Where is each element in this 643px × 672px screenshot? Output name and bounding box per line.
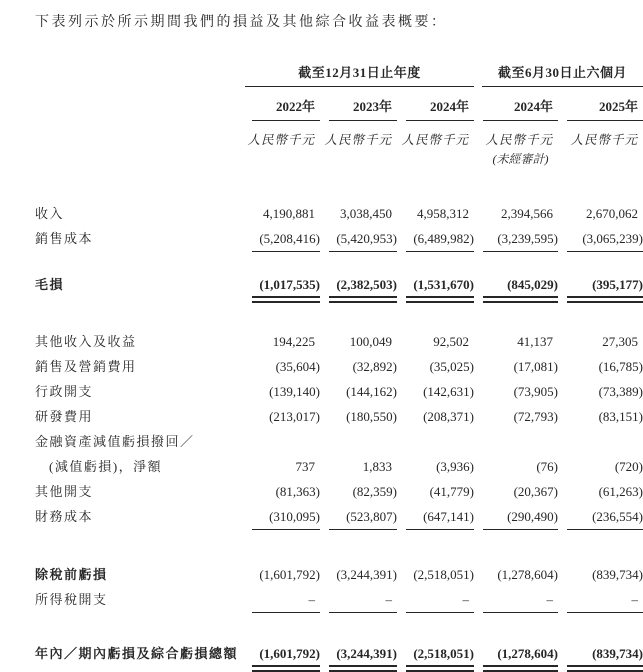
- value-cell: 2,394,566: [501, 206, 553, 221]
- value-cell: (144,162): [346, 384, 397, 399]
- value-cell: (523,807): [320, 504, 397, 530]
- value-cell: (83,151): [598, 409, 643, 424]
- table-row-finance-costs: [35, 504, 643, 530]
- value-cell: –: [320, 587, 397, 613]
- value-cell: (839,734): [558, 641, 643, 666]
- year-header-2022: 2022年: [243, 96, 320, 121]
- value-cell: –: [474, 587, 558, 613]
- row-label: 其他開支: [35, 484, 94, 499]
- table-row-other-expenses: [35, 479, 643, 504]
- column-group-interim-label: 截至6月30日止六個月: [482, 62, 643, 87]
- unit-cell: 人民幣千元: [570, 133, 638, 147]
- table-row-gross-loss: [35, 272, 643, 297]
- row-label: 其他收入及收益: [35, 334, 137, 349]
- unaudited-note: (未經審計): [492, 152, 549, 166]
- value-cell: (16,785): [598, 359, 643, 374]
- value-cell: (180,550): [346, 409, 397, 424]
- value-cell: (6,489,982): [397, 226, 474, 252]
- row-label-line2: (減值虧損)，淨額: [49, 459, 163, 474]
- value-cell: –: [558, 587, 643, 613]
- value-cell: 3,038,450: [340, 206, 392, 221]
- value-cell: (3,244,391): [320, 641, 397, 666]
- value-cell: (139,140): [269, 384, 320, 399]
- value-cell: 1,833: [362, 459, 392, 474]
- unaudited-note-row: [35, 150, 643, 167]
- value-cell: (5,208,416): [243, 226, 320, 252]
- value-cell: (81,363): [275, 484, 320, 499]
- value-cell: (61,263): [598, 484, 643, 499]
- value-cell: (3,936): [436, 459, 474, 474]
- value-cell: (290,490): [474, 504, 558, 530]
- table-row-loss-before-tax: [35, 562, 643, 587]
- value-cell: (1,017,535): [243, 272, 320, 297]
- value-cell: (845,029): [474, 272, 558, 297]
- column-group-interim: [474, 62, 643, 87]
- value-cell: (310,095): [243, 504, 320, 530]
- value-cell: –: [243, 587, 320, 613]
- table-row-admin-expenses: [35, 379, 643, 404]
- value-cell: (20,367): [513, 484, 558, 499]
- value-cell: 92,502: [433, 334, 469, 349]
- value-cell: (647,141): [397, 504, 474, 530]
- value-cell: (2,518,051): [413, 567, 474, 582]
- table-row-rd-expenses: [35, 404, 643, 429]
- value-cell: –: [397, 587, 474, 613]
- value-cell: (2,382,503): [320, 272, 397, 297]
- value-cell: (1,531,670): [397, 272, 474, 297]
- income-statement-table: [35, 62, 643, 666]
- row-label: 年內／期內虧損及綜合虧損總額: [35, 646, 239, 661]
- value-cell: 41,137: [517, 334, 553, 349]
- value-cell: (35,604): [275, 359, 320, 374]
- value-cell: 100,049: [349, 334, 392, 349]
- value-cell: (5,420,953): [320, 226, 397, 252]
- year-header-2025-interim: 2025年: [558, 96, 643, 121]
- column-group-annual-label: 截至12月31日止年度: [245, 62, 474, 87]
- table-row-other-income: [35, 329, 643, 354]
- value-cell: (1,278,604): [474, 641, 558, 666]
- value-cell: 2,670,062: [586, 206, 638, 221]
- table-row-impairment-reversal: [35, 429, 643, 479]
- value-cell: (3,239,595): [474, 226, 558, 252]
- unit-cell: 人民幣千元: [324, 133, 392, 147]
- row-label: [35, 429, 243, 479]
- row-label-line1: 金融資產減值虧損撥回／: [35, 434, 195, 449]
- row-label: 研發費用: [35, 409, 94, 424]
- year-header-row: [35, 96, 643, 121]
- row-label: 所得稅開支: [35, 592, 108, 607]
- unit-cell: 人民幣千元: [401, 133, 469, 147]
- value-cell: (73,905): [513, 384, 558, 399]
- table-row-cost-of-sales: [35, 226, 643, 252]
- unit-cell: 人民幣千元: [485, 133, 553, 147]
- value-cell: 737: [295, 459, 315, 474]
- value-cell: (35,025): [429, 359, 474, 374]
- value-cell: (1,601,792): [243, 641, 320, 666]
- row-label: 銷售及營銷費用: [35, 359, 137, 374]
- value-cell: (1,601,792): [259, 567, 320, 582]
- intro-text: 下表列示於所示期間我們的損益及其他綜合收益表概要：: [35, 15, 448, 30]
- currency-unit-row: [35, 130, 643, 148]
- unit-cell: 人民幣千元: [247, 133, 315, 147]
- value-cell: (395,177): [558, 272, 643, 297]
- value-cell: (213,017): [269, 409, 320, 424]
- value-cell: (76): [536, 459, 558, 474]
- value-cell: (41,779): [429, 484, 474, 499]
- table-row-revenue: [35, 201, 643, 226]
- value-cell: (17,081): [513, 359, 558, 374]
- row-label: 毛損: [35, 277, 65, 292]
- value-cell: (2,518,051): [397, 641, 474, 666]
- row-label: 財務成本: [35, 509, 94, 524]
- value-cell: (1,278,604): [497, 567, 558, 582]
- row-label: 行政開支: [35, 384, 94, 399]
- table-row-selling-marketing-expenses: [35, 354, 643, 379]
- value-cell: (72,793): [513, 409, 558, 424]
- value-cell: (720): [614, 459, 643, 474]
- year-header-2024: 2024年: [397, 96, 474, 121]
- value-cell: (208,371): [423, 409, 474, 424]
- year-header-2024-interim: 2024年: [474, 96, 558, 121]
- row-label: 收入: [35, 206, 65, 221]
- table-row-income-tax-expense: [35, 587, 643, 613]
- year-header-2023: 2023年: [320, 96, 397, 121]
- value-cell: (32,892): [352, 359, 397, 374]
- row-label: 銷售成本: [35, 231, 94, 246]
- column-group-annual: [243, 62, 474, 87]
- column-group-header-row: [35, 62, 643, 87]
- value-cell: (3,244,391): [336, 567, 397, 582]
- value-cell: 27,305: [602, 334, 638, 349]
- value-cell: (839,734): [592, 567, 643, 582]
- row-label: 除稅前虧損: [35, 567, 108, 582]
- value-cell: (3,065,239): [558, 226, 643, 252]
- value-cell: (73,389): [598, 384, 643, 399]
- value-cell: 4,958,312: [417, 206, 469, 221]
- value-cell: (142,631): [423, 384, 474, 399]
- table-row-total-comprehensive-loss: [35, 641, 643, 666]
- value-cell: (82,359): [352, 484, 397, 499]
- value-cell: 194,225: [272, 334, 315, 349]
- value-cell: (236,554): [558, 504, 643, 530]
- value-cell: 4,190,881: [263, 206, 315, 221]
